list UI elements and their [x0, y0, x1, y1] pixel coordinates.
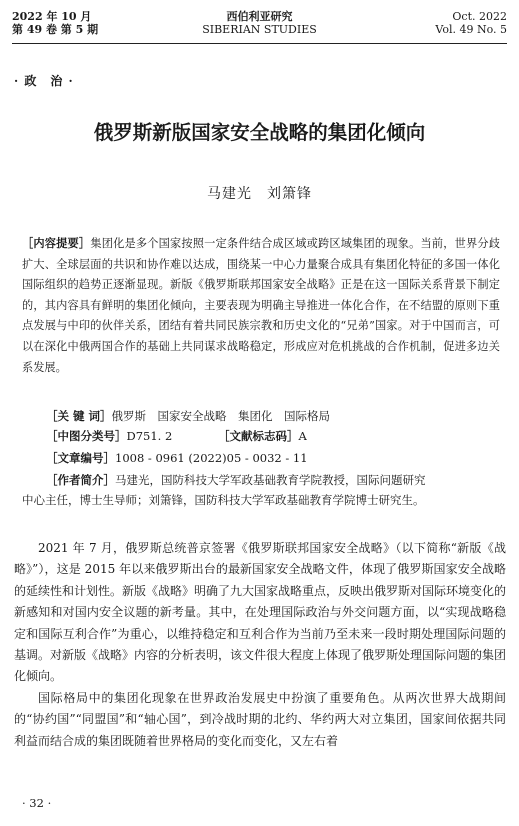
- article-number-label: ［文章编号］: [46, 451, 115, 465]
- header-journal-cn: 西伯利亚研究: [226, 10, 293, 23]
- document-code: [218, 426, 307, 446]
- header-volume-cn: 第 49 卷 第 5 期: [12, 23, 99, 36]
- body-paragraph-2: 国际格局中的集团化现象在世界政治发展史中扮演了重要角色。从两次世界大战期间的“协约国”“同盟国”和“轴心国”，到冷战时期的北约、华约两大对立集团，国家间依据共同利益而结合成的集团既随着世界格局的变化而变化，又左右着: [14, 690, 506, 748]
- document-code-label: ［文献标志码］: [218, 429, 299, 443]
- article-number: [46, 448, 502, 468]
- running-header: [12, 10, 507, 42]
- header-date-cn: 2022 年 10 月: [12, 10, 92, 23]
- abstract-label: ［内容提要］: [22, 236, 91, 250]
- body-paragraph-1: 2021 年 7 月，俄罗斯总统普京签署《俄罗斯联邦国家安全战略》（以下简称“新版《战略》”），这是 2015 年以来俄罗斯出台的最新国家安全战略文件，体现了俄罗斯国家安全战略的延续性和计划性。新版《战略》明确了九大国家战略重点，反映出俄罗斯对国际环境变化的新感知和对国内安全议题的新考量。其中，在处理国际政治与外交问题方面，以“实现战略稳定和国际互利合作”为重心，以维持稳定和互利合作为当前乃至未来一段时期处理国际问题的基调。对新版《战略》内容的分析表明，该文件很大程度上体现了俄罗斯处理国际问题的集团化倾向。: [14, 541, 507, 684]
- author-intro-line2: 中心主任，博士生导师；刘箫锋，国防科技大学军政基础教育学院博士研究生。: [22, 493, 425, 507]
- keywords-text: 俄罗斯 国家安全战略 集团化 国际格局: [111, 409, 331, 423]
- article-body: [14, 538, 506, 752]
- header-journal-en: SIBERIAN STUDIES: [202, 23, 317, 36]
- author-intro: [22, 470, 502, 510]
- article-title: 俄罗斯新版国家安全战略的集团化倾向: [93, 121, 426, 144]
- keywords: [46, 406, 502, 426]
- header-volume-en: Vol. 49 No. 5: [435, 23, 507, 36]
- header-divider: [12, 43, 507, 44]
- classification-value: D751. 2: [126, 429, 173, 443]
- header-date-en: Oct. 2022: [452, 10, 507, 23]
- header-center: [12, 10, 507, 36]
- article-authors: 马建光 刘箫锋: [207, 186, 312, 202]
- classification: [46, 426, 502, 446]
- article-number-value: 1008 - 0961 (2022)05 - 0032 - 11: [115, 451, 308, 465]
- author-intro-line1: 马建光，国防科技大学军政基础教育学院教授，国际问题研究: [115, 473, 426, 487]
- abstract: [22, 233, 500, 378]
- abstract-text: 集团化是多个国家按照一定条件结合成区域或跨区域集团的现象。当前，世界分歧扩大、全球层面的共识和协作难以达成，围绕某一中心力量聚合成具有集团化特征的多国一体化国际组织的趋势正逐渐显现。新版《俄罗斯联邦国家安全战略》正是在这一国际关系背景下制定的，其内容具有鲜明的集团化倾向，主要表现为明确主导推进一体化合作，在不结盟的原则下重点发展与中印的伙伴关系，团结有着共同民族宗教和历史文化的“兄弟”国家。对于中国而言，可以在深化中俄两国合作的基础上共同谋求战略稳定，形成应对危机挑战的合作机制，促进多边关系发展。: [22, 237, 500, 374]
- header-right: [435, 10, 507, 36]
- classification-label: ［中图分类号］: [46, 429, 127, 443]
- page-number: · 32 ·: [22, 796, 52, 810]
- document-code-value: A: [298, 429, 307, 443]
- section-label: · 政 治 ·: [14, 74, 74, 88]
- keywords-label: ［关 键 词］: [46, 409, 112, 423]
- author-intro-label: ［作者简介］: [46, 473, 115, 487]
